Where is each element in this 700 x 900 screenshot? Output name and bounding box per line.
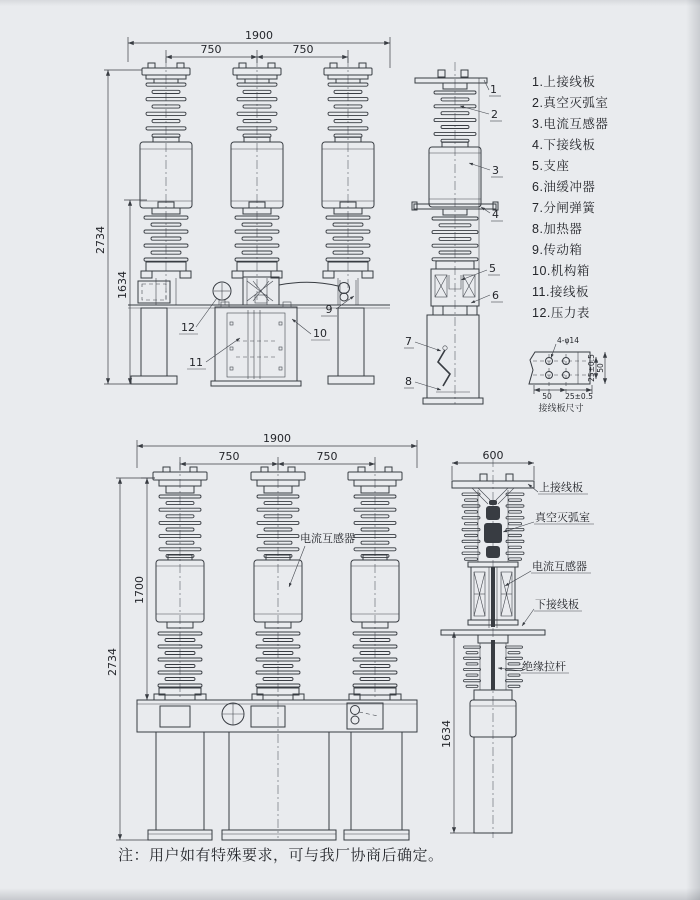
label-insulating-rod: 绝缘拉杆 [522, 661, 566, 673]
callout-3: 3 [492, 164, 499, 177]
ct-label: 电流互感器 [300, 533, 355, 545]
callout-5: 5 [489, 262, 496, 275]
front-view-upper [94, 29, 390, 386]
part-item: 3.电流互感器 [532, 117, 609, 131]
callout-7: 7 [405, 335, 412, 348]
callout-2: 2 [491, 108, 498, 121]
part-item: 8.加热器 [532, 222, 583, 236]
dim-spacing-left: 750 [200, 43, 222, 56]
part-item: 2.真空灭弧室 [532, 96, 609, 110]
part-item: 4.下接线板 [532, 138, 596, 152]
label-upper-terminal: 上接线板 [539, 482, 583, 494]
part-item: 11.接线板 [532, 285, 589, 299]
part-item: 1.上接线板 [532, 75, 596, 89]
dim-height-breaker: 1634 [116, 271, 129, 299]
dim-spacing-right: 750 [292, 43, 314, 56]
spring-box [243, 277, 279, 305]
callout-11: 11 [189, 356, 203, 369]
terminal-plate-detail [529, 336, 605, 413]
side-view-upper [404, 62, 503, 404]
callout-10: 10 [313, 327, 327, 340]
dim-side-width: 600 [482, 449, 504, 462]
part-item: 9.传动箱 [532, 243, 583, 257]
front-view-lower [106, 432, 417, 840]
detail-dim-c: 25±0.5 [587, 354, 596, 382]
callout-1: 1 [490, 83, 497, 96]
callouts-side-upper [404, 80, 503, 390]
callout-4: 4 [492, 208, 499, 221]
dim-spacing-left: 750 [218, 450, 240, 463]
dim-spacing-right: 750 [316, 450, 338, 463]
dims-front-upper [94, 29, 390, 384]
part-item: 7.分闸弹簧 [532, 201, 596, 215]
parts-list [532, 74, 608, 320]
detail-dim-a: 50 [542, 392, 552, 401]
callout-8: 8 [405, 375, 412, 388]
label-lower-terminal: 下接线板 [535, 599, 579, 611]
detail-dim-b: 25±0.5 [565, 392, 593, 401]
mechanism-box [211, 302, 301, 386]
detail-caption: 接线板尺寸 [538, 403, 584, 413]
transmission [279, 280, 356, 305]
dim-width-total: 1900 [245, 29, 273, 42]
label-ct: 电流互感器 [532, 561, 587, 573]
callout-6: 6 [492, 289, 499, 302]
dim-height-total: 2734 [106, 648, 119, 676]
dim-width-total: 1900 [263, 432, 291, 445]
detail-dim-d: 50 [596, 363, 605, 373]
pressure-gauge [213, 282, 231, 305]
left-leg [141, 308, 167, 376]
label-vacuum-chamber: 真空灭弧室 [535, 512, 590, 524]
detail-holes-label: 4-φ14 [557, 336, 579, 345]
side-labels [498, 480, 594, 673]
ct-callout [289, 531, 355, 587]
part-item: 5.支座 [532, 159, 570, 173]
part-item: 12.压力表 [532, 306, 590, 320]
right-leg [338, 308, 364, 376]
side-view-lower [440, 449, 594, 838]
part-item: 10.机构箱 [532, 264, 590, 278]
part-item: 6.油缓冲器 [532, 180, 596, 194]
dim-side-lower: 1634 [440, 720, 453, 748]
dim-height-insulator: 1700 [133, 576, 146, 604]
callout-9: 9 [325, 303, 333, 316]
callout-12: 12 [181, 321, 195, 334]
dim-height-total: 2734 [94, 226, 107, 254]
footer-note: 注：用户如有特殊要求，可与我厂协商后确定。 [118, 847, 444, 864]
